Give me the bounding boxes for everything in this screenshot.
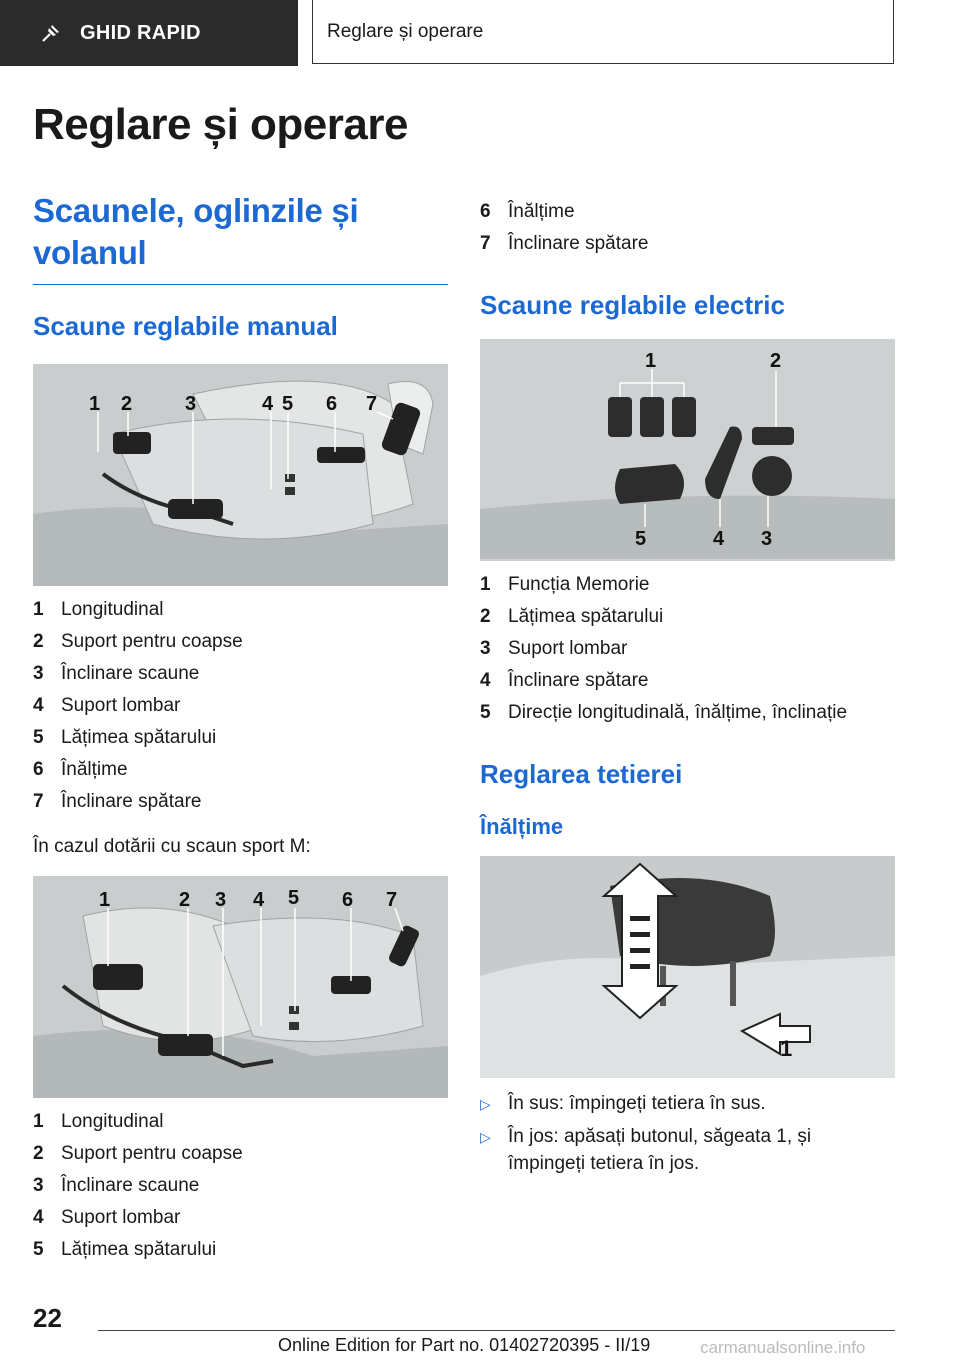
callout-4: 4 [253,889,265,911]
footer-rule [98,1330,895,1331]
sport-seat-photo [33,876,448,1098]
callout-2: 2 [770,350,782,372]
headrest-photo [480,856,895,1078]
triangle-bullet-icon: ▷ [480,1129,491,1145]
watermark: carmanualsonline.info [700,1338,866,1357]
list-item: 2 Lățimea spătarului [480,606,664,627]
callout-1: 1 [645,350,657,372]
quick-guide-tab[interactable] [0,0,298,66]
header-bar [0,0,960,66]
callout-4: 4 [713,528,725,550]
manual-seats-heading: Scaune reglabile manual [33,311,338,341]
page-title: Reglare și operare [33,100,408,149]
list-item: 1 Longitudinal [33,599,164,620]
list-item: 4 Suport lombar [33,1207,181,1228]
callout-5: 5 [288,887,300,909]
list-item: 5 Direcție longitudinală, înălțime, înclinație [480,702,848,723]
callout-3: 3 [185,393,197,415]
callout-3: 3 [761,528,773,550]
list-item: 6 Înălțime [33,759,128,780]
quick-guide-label: GHID RAPID [80,21,201,44]
sport-seat-note: În cazul dotării cu scaun sport M: [33,836,311,857]
sport-seat-legend-continued [480,196,895,260]
manual-seat-photo [33,364,448,586]
list-item: ▷ În jos: apăsați butonul, săgeata 1, și împingeți tetiera în jos. [480,1123,895,1177]
list-item: 4 Suport lombar [33,695,181,716]
pin-icon [40,22,62,44]
list-item: 3 Înclinare scaune [33,1175,200,1196]
manual-seat-legend [33,594,448,818]
section-title-rule [33,284,448,285]
callout-1: 1 [780,1036,793,1061]
edition-text: Online Edition for Part no. 01402720395 - II/19 [278,1335,651,1355]
electric-seat-photo [480,339,895,561]
callout-2: 2 [121,393,133,415]
triangle-bullet-icon: ▷ [480,1096,491,1112]
list-item: 2 Suport pentru coapse [33,631,243,652]
list-item: 2 Suport pentru coapse [33,1143,243,1164]
list-item: 5 Lățimea spătarului [33,1239,217,1260]
callout-7: 7 [386,889,398,911]
callout-5: 5 [282,393,294,415]
list-item: 4 Înclinare spătare [480,670,649,691]
list-item: ▷ În sus: împingeți tetiera în sus. [480,1090,895,1118]
list-item: 6 Înălțime [480,201,575,222]
callout-3: 3 [215,889,227,911]
list-item: 3 Înclinare scaune [33,663,200,684]
callout-7: 7 [366,393,378,415]
callout-1: 1 [89,393,101,415]
list-item: 7 Înclinare spătare [480,233,649,254]
page-number: 22 [33,1303,62,1333]
list-item: 1 Funcția Memorie [480,574,650,595]
callout-5: 5 [635,528,647,550]
height-subheading: Înălțime [480,814,564,839]
section-tab-label: Reglare și operare [327,20,484,42]
right-column [480,196,895,1182]
section-tab[interactable] [312,0,894,64]
electric-seats-heading: Scaune reglabile electric [480,290,785,320]
list-item: 5 Lățimea spătarului [33,727,217,748]
callout-4: 4 [262,393,274,415]
callout-1: 1 [99,889,111,911]
list-item: 3 Suport lombar [480,638,628,659]
callout-6: 6 [326,393,338,415]
section-title: Scaunele, oglinzile și volanul [33,192,359,271]
headrest-heading: Reglarea tetierei [480,759,683,789]
electric-seat-legend [480,569,895,729]
sport-seat-legend [33,1106,448,1266]
list-item: 1 Longitudinal [33,1111,164,1132]
callout-2: 2 [179,889,191,911]
left-column [33,190,448,1266]
list-item: 7 Înclinare spătare [33,791,202,812]
callout-6: 6 [342,889,354,911]
headrest-steps [480,1090,895,1177]
